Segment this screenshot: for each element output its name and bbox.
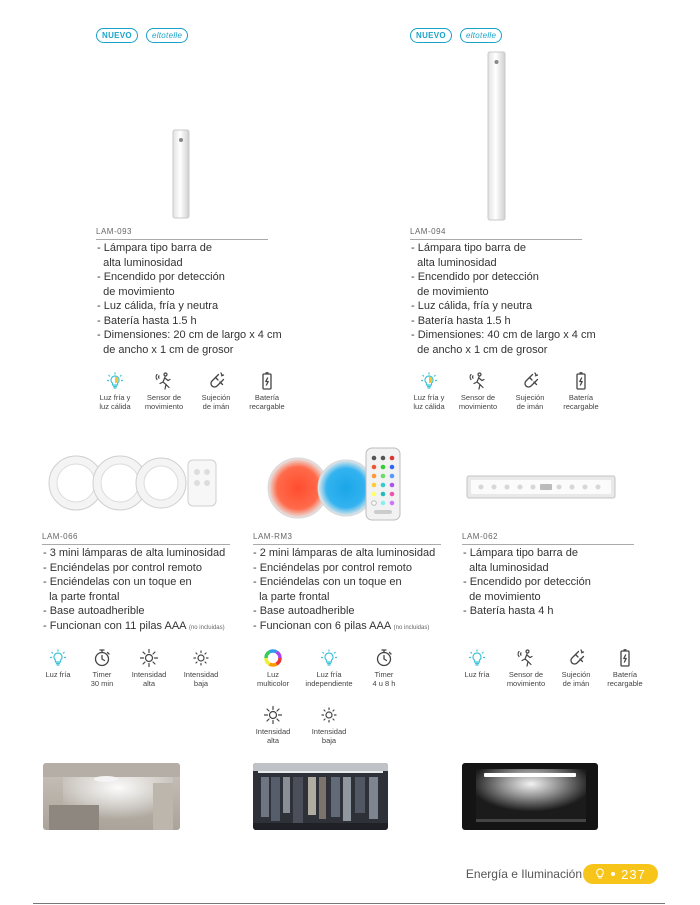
feature-item: de movimiento xyxy=(411,285,489,298)
icon-cell xyxy=(599,648,651,688)
feature-item: alta luminosidad xyxy=(97,256,183,269)
feature-item: - Encendido por detección xyxy=(97,271,225,283)
product-code-lam-094: LAM-094 xyxy=(410,227,582,240)
feature-item: de movimiento xyxy=(463,590,541,603)
bulb-icon xyxy=(105,371,125,391)
icon-label: Luz multicolor xyxy=(256,670,290,688)
feature-item: de ancho x 1 cm de grosor xyxy=(97,343,234,356)
icon-label: Sensor de movimiento xyxy=(458,393,498,411)
footer-section-title: Energía e Iluminación xyxy=(465,867,582,881)
icon-label: Batería recargable xyxy=(563,393,599,411)
high-intensity-icon xyxy=(263,705,283,725)
multicolor-light-icon xyxy=(263,648,283,668)
icon-label: Luz fría xyxy=(45,670,71,679)
page-number: 237 xyxy=(621,866,646,882)
timer-icon xyxy=(92,648,112,668)
icon-cell xyxy=(505,371,555,411)
icon-cell xyxy=(241,371,293,411)
icon-cell xyxy=(455,648,499,688)
feature-item: - Dimensiones: 40 cm de largo x 4 cm xyxy=(411,329,596,341)
remote-control xyxy=(188,460,216,506)
icon-cell xyxy=(362,648,406,688)
battery-icon xyxy=(615,648,635,668)
icon-label: Sensor de movimiento xyxy=(506,670,546,688)
icon-label: Luz fría y luz cálida xyxy=(99,393,131,411)
feature-item: alta luminosidad xyxy=(411,256,497,269)
cold-light-icon xyxy=(467,648,487,668)
feature-item: - Encendido por detección xyxy=(463,576,591,588)
icon-cell xyxy=(250,648,296,688)
feature-item: alta luminosidad xyxy=(463,561,549,574)
bottom-divider xyxy=(33,903,665,904)
icon-cell xyxy=(296,705,362,745)
feature-item: - Batería hasta 1.5 h xyxy=(97,314,197,327)
feature-item: - 3 mini lámparas de alta luminosidad xyxy=(43,547,226,559)
page-number-badge xyxy=(583,864,658,884)
icon-label: Batería recargable xyxy=(249,393,285,411)
magnet-icon xyxy=(566,648,586,668)
icon-cell xyxy=(407,371,451,411)
magnet-icon xyxy=(206,371,226,391)
feature-item: la parte frontal xyxy=(43,590,120,603)
icon-label: Intensidad baja xyxy=(311,727,347,745)
low-intensity-icon xyxy=(191,648,211,668)
photo-dark-cabinet xyxy=(462,763,598,830)
feature-item: - Lámpara tipo barra de xyxy=(411,242,526,254)
icon-label: Intensidad baja xyxy=(183,670,219,688)
brand-badge: eltotelle xyxy=(146,28,188,43)
feature-item: - Lámpara tipo barra de xyxy=(97,242,212,254)
icon-cell xyxy=(80,648,124,688)
product-code-lam-062: LAM-062 xyxy=(462,532,634,545)
puck-light xyxy=(136,458,186,508)
icon-label: Batería recargable xyxy=(607,670,643,688)
feature-item: - Enciéndelas con un toque en xyxy=(253,576,402,588)
icon-label: Luz fría y luz cálida xyxy=(413,393,445,411)
product-code-lam-066: LAM-066 xyxy=(42,532,230,545)
icons-lam-062 xyxy=(455,648,651,688)
icon-label: Luz fría xyxy=(464,670,490,679)
icon-label: Sensor de movimiento xyxy=(144,393,184,411)
product-code-lam-rm3: LAM-RM3 xyxy=(253,532,441,545)
remote-control xyxy=(366,448,400,520)
feature-item: - Base autoadherible xyxy=(253,605,355,617)
icons-lam-066 xyxy=(36,648,228,688)
battery-icon xyxy=(571,371,591,391)
product-image-lam-062 xyxy=(466,473,616,501)
motion-sensor-icon xyxy=(154,371,174,391)
new-badge: NUEVO xyxy=(410,28,452,43)
feature-item: de movimiento xyxy=(97,285,175,298)
icon-cell xyxy=(296,648,362,688)
icon-cell xyxy=(499,648,553,688)
icon-cell xyxy=(174,648,228,688)
new-badge: NUEVO xyxy=(96,28,138,43)
icon-cell xyxy=(250,705,296,745)
feature-item: - Batería hasta 1.5 h xyxy=(411,314,511,327)
not-included-note: (no incluidas) xyxy=(188,624,225,631)
product-image-lam-066 xyxy=(48,452,218,514)
feature-item: - Luz cálida, fría y neutra xyxy=(411,300,533,312)
motion-sensor-icon xyxy=(516,648,536,668)
product-image-lam-rm3 xyxy=(262,446,404,522)
not-included-note: (no incluidas) xyxy=(393,624,430,631)
photo-kitchen-cabinet xyxy=(43,763,180,830)
timer-icon xyxy=(374,648,394,668)
icon-cell xyxy=(137,371,191,411)
features-lam-094 xyxy=(411,241,596,357)
icon-cell xyxy=(36,648,80,688)
brand-badge: eltotelle xyxy=(460,28,502,43)
icon-label: Sujeción de imán xyxy=(515,393,545,411)
icons-lam-093 xyxy=(93,371,293,411)
icon-cell xyxy=(124,648,174,688)
product-image-lam-094 xyxy=(484,50,510,222)
photo-closet xyxy=(253,763,388,830)
feature-item: de ancho x 1 cm de grosor xyxy=(411,343,548,356)
icon-cell xyxy=(553,648,599,688)
feature-text: - Funcionan con 11 pilas AAA xyxy=(43,619,186,632)
feature-item: - Base autoadherible xyxy=(43,605,145,617)
feature-item xyxy=(43,619,225,636)
icons-lam-rm3-row2 xyxy=(250,705,362,745)
motion-sensor-icon xyxy=(468,371,488,391)
low-intensity-icon xyxy=(319,705,339,725)
icon-cell xyxy=(93,371,137,411)
features-lam-066 xyxy=(43,546,225,635)
feature-item: - Enciéndelas con un toque en xyxy=(43,576,192,588)
badges-lam-093 xyxy=(96,28,188,43)
features-lam-062 xyxy=(463,546,591,619)
icon-label: Sujeción de imán xyxy=(201,393,231,411)
icon-cell xyxy=(555,371,607,411)
separator-dot xyxy=(611,872,615,876)
icon-label: Timer 30 min xyxy=(90,670,114,688)
feature-text: - Funcionan con 6 pilas AAA xyxy=(253,619,391,632)
bulb-icon xyxy=(595,868,605,880)
feature-item: - Enciéndelas por control remoto xyxy=(253,561,412,574)
features-lam-rm3 xyxy=(253,546,435,635)
cold-light-icon xyxy=(319,648,339,668)
magnet-icon xyxy=(520,371,540,391)
product-code-lam-093: LAM-093 xyxy=(96,227,268,240)
icon-label: Luz fría independiente xyxy=(305,670,353,688)
badges-lam-094 xyxy=(410,28,502,43)
feature-item: - Encendido por detección xyxy=(411,271,539,283)
battery-icon xyxy=(257,371,277,391)
feature-item: - Dimensiones: 20 cm de largo x 4 cm xyxy=(97,329,282,341)
feature-item: - Enciéndelas por control remoto xyxy=(43,561,202,574)
icon-cell xyxy=(451,371,505,411)
feature-item: - Lámpara tipo barra de xyxy=(463,547,578,559)
feature-item: - 2 mini lámparas de alta luminosidad xyxy=(253,547,436,559)
feature-item xyxy=(253,619,435,636)
icon-label: Sujeción de imán xyxy=(561,670,591,688)
icon-label: Intensidad alta xyxy=(255,727,291,745)
icons-lam-rm3-row1 xyxy=(250,648,406,688)
icon-label: Intensidad alta xyxy=(131,670,167,688)
icons-lam-094 xyxy=(407,371,607,411)
icon-cell xyxy=(191,371,241,411)
icon-label: Timer 4 u 8 h xyxy=(372,670,396,688)
cold-light-icon xyxy=(48,648,68,668)
feature-item: - Batería hasta 4 h xyxy=(463,605,554,617)
feature-item: la parte frontal xyxy=(253,590,330,603)
feature-item: - Luz cálida, fría y neutra xyxy=(97,300,219,312)
features-lam-093 xyxy=(97,241,282,357)
high-intensity-icon xyxy=(139,648,159,668)
product-image-lam-093 xyxy=(168,128,194,220)
bulb-icon xyxy=(419,371,439,391)
